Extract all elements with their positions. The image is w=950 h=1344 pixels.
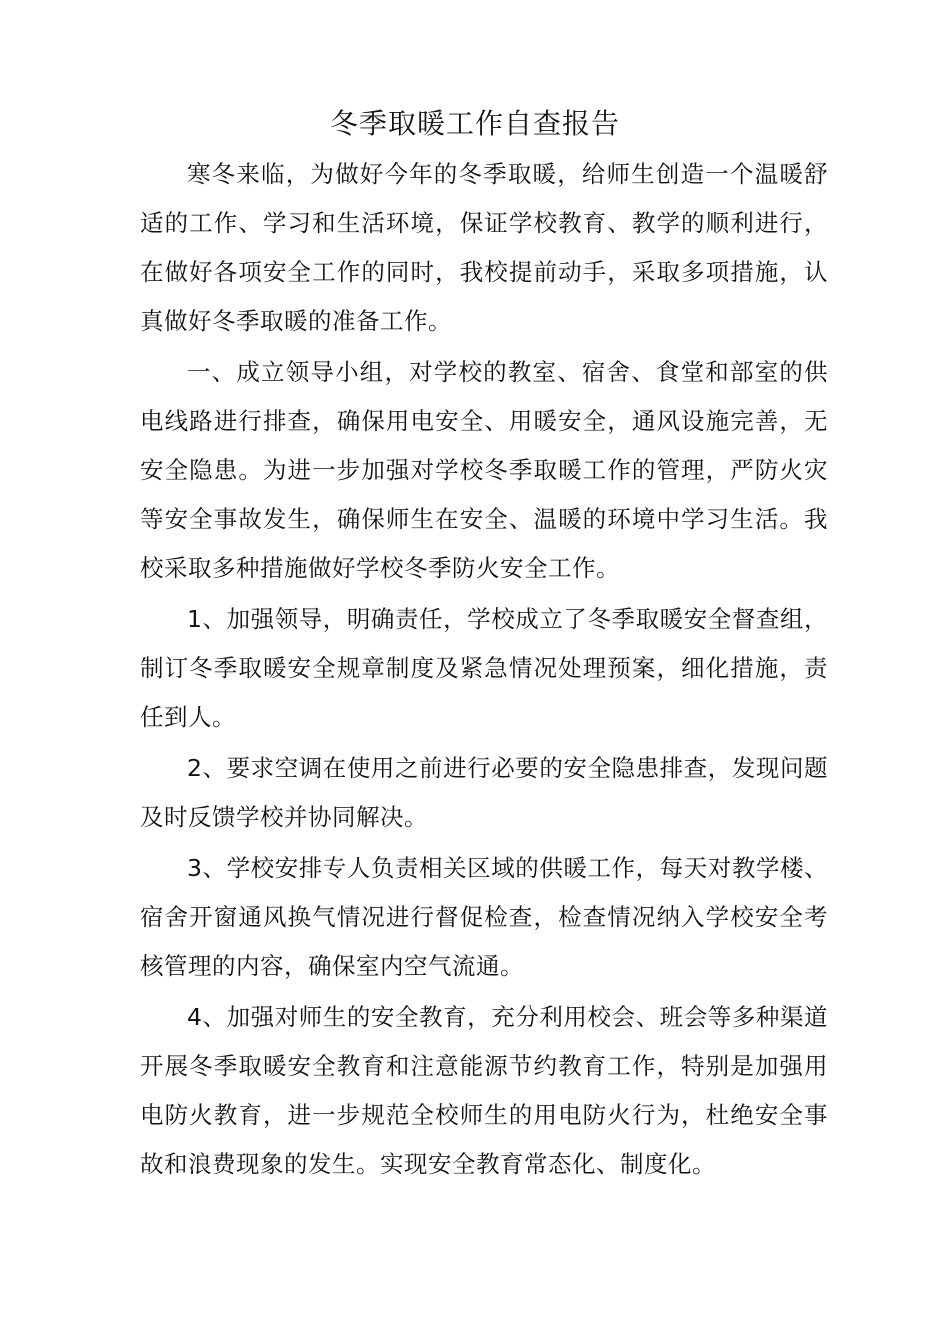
- document-title: 冬季取暖工作自查报告: [329, 107, 620, 140]
- paragraph-item-4: 4、加强对师生的安全教育，充分利用校会、班会等多种渠道开展冬季取暖安全教育和注意能源节约教育工作，特别是加强用电防火教育，进一步规范全校师生的用电防火行为，杜绝安全事故和浪费现象的发生。实现安全教育常态化、制度化。: [140, 1003, 828, 1178]
- document-body: [140, 150, 828, 1189]
- paragraph-item-3: 3、学校安排专人负责相关区域的供暖工作，每天对教学楼、宿舍开窗通风换气情况进行督促检查，检查情况纳入学校安全考核管理的内容，确保室内空气流通。: [140, 854, 828, 980]
- paragraph-item-2: 2、要求空调在使用之前进行必要的安全隐患排查，发现问题及时反馈学校并协同解决。: [140, 754, 828, 831]
- paragraph-section-one: 一、成立领导小组，对学校的教室、宿舍、食堂和部室的供电线路进行排查，确保用电安全、用暖安全，通风设施完善，无安全隐患。为进一步加强对学校冬季取暖工作的管理，严防火灾等安全事故发生，确保师生在安全、温暖的环境中学习生活。我校采取多种措施做好学校冬季防火安全工作。: [140, 358, 828, 582]
- paragraph-intro: 寒冬来临，为做好今年的冬季取暖，给师生创造一个温暖舒适的工作、学习和生活环境，保证学校教育、教学的顺利进行，在做好各项安全工作的同时，我校提前动手，采取多项措施，认真做好冬季取暖的准备工作。: [140, 160, 828, 335]
- paragraph-item-1: 1、加强领导，明确责任，学校成立了冬季取暖安全督查组，制订冬季取暖安全规章制度及紧急情况处理预案，细化措施，责任到人。: [140, 605, 828, 731]
